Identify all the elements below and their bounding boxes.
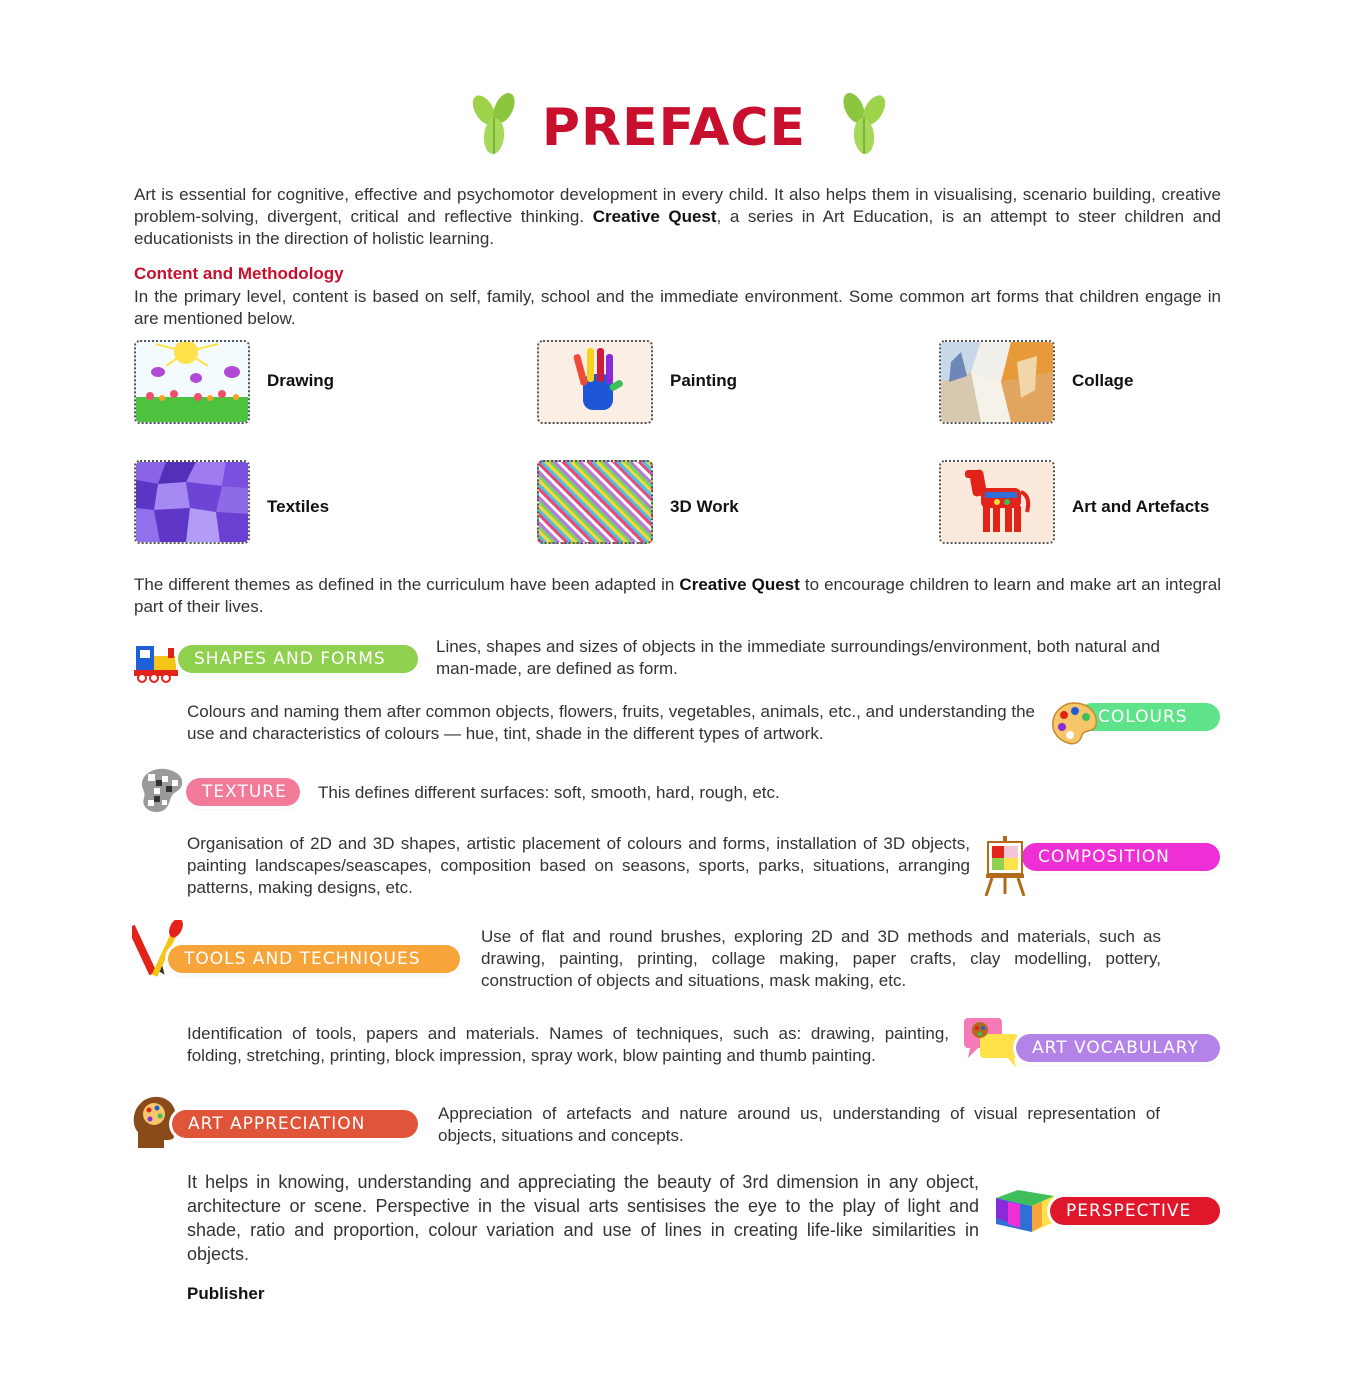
theme-pill-colours: COLOURS <box>1078 703 1220 731</box>
3d-work-image <box>537 460 653 544</box>
art-form-label-painting: Painting <box>670 371 738 390</box>
art-form-label-3d-work: 3D Work <box>670 497 739 516</box>
theme-desc-composition: Organisation of 2D and 3D shapes, artistic placement of colours and forms, installation of 3D objects, painting landscapes/seascapes, composition based on seasons, sports, parks, situations, arranging patterns, making designs, etc. <box>187 834 970 897</box>
themes-intro-text-end: to encourage children to learn and make art an integral part of their lives. <box>134 575 1221 616</box>
textiles-image <box>134 460 250 544</box>
intro-text-end: , a series in Art Education, is an attempt to steer children and educationists in the direction of holistic learning. <box>134 207 1221 248</box>
theme-desc-art-vocabulary: Identification of tools, papers and materials. Names of techniques, such as: drawing, painting, folding, stretching, printing, block impression, spray work, blow painting and thumb painting. <box>187 1024 949 1065</box>
theme-pill-tools-and-techniques: TOOLS AND TECHNIQUES <box>168 945 460 973</box>
art-form-label-drawing: Drawing <box>267 371 335 390</box>
theme-desc-tools-and-techniques: Use of flat and round brushes, exploring 2D and 3D methods and materials, such as drawing, painting, printing, collage making, paper crafts, clay modelling, pottery, construction of objects and situations, mask making, etc. <box>481 927 1161 990</box>
intro-text: Art is essential for cognitive, effective and psychomotor development in every child. It also helps them in visualising, scenario building, creative problem-solving, divergent, critical and reflective thinking. <box>134 185 1221 226</box>
theme-desc-colours: Colours and naming them after common objects, flowers, fruits, vegetables, animals, etc., and understanding the use and characteristics of colours — hue, tint, shade in the different types of artwork. <box>187 702 1035 743</box>
easel-icon <box>982 836 1028 896</box>
theme-pill-composition: COMPOSITION <box>1022 843 1220 871</box>
cube-icon <box>994 1188 1056 1234</box>
content-paragraph: In the primary level, content is based on self, family, school and the immediate environment. Some common art forms that children engage in are mentioned below. <box>134 287 1221 328</box>
drawing-image <box>134 340 250 424</box>
art-form-label-collage: Collage <box>1072 371 1134 390</box>
brand-name: Creative Quest <box>592 207 717 226</box>
page-title: PREFACE <box>541 98 807 158</box>
themes-intro-paragraph <box>134 574 1221 618</box>
art-form-label-artefacts: Art and Artefacts <box>1072 497 1210 516</box>
theme-desc-shapes-and-forms: Lines, shapes and sizes of objects in the immediate surroundings/environment, both natural and man-made, are defined as form. <box>436 637 1160 678</box>
themes-intro-text: The different themes as defined in the curriculum have been adapted in <box>134 575 680 594</box>
theme-pill-art-appreciation: ART APPRECIATION <box>172 1110 418 1138</box>
theme-pill-shapes-and-forms: SHAPES AND FORMS <box>178 645 418 673</box>
leaf-right-icon <box>838 88 890 156</box>
painting-image <box>537 340 653 424</box>
theme-pill-texture: TEXTURE <box>186 778 300 806</box>
theme-pill-perspective: PERSPECTIVE <box>1050 1197 1220 1225</box>
speech-bubble-icon <box>962 1016 1020 1072</box>
publisher-signature: Publisher <box>187 1284 265 1303</box>
theme-desc-art-appreciation: Appreciation of artefacts and nature around us, understanding of visual representation of objects, situations and concepts. <box>438 1104 1160 1145</box>
palette-icon <box>1048 697 1100 749</box>
intro-paragraph <box>134 184 1221 250</box>
artefacts-image <box>939 460 1055 544</box>
theme-pill-art-vocabulary: ART VOCABULARY <box>1016 1034 1220 1062</box>
art-form-label-textiles: Textiles <box>267 497 330 516</box>
brand-name-2: Creative Quest <box>679 575 800 594</box>
collage-image <box>939 340 1055 424</box>
content-heading: Content and Methodology <box>134 264 344 283</box>
texture-icon <box>136 764 188 816</box>
theme-desc-perspective: It helps in knowing, understanding and appreciating the beauty of 3rd dimension in any object, architecture or scene. Perspective in the visual arts sentisises the eye to the play of light and shade, ratio and proportion, colour variation and use of lines in creating life-like similarities in objects. <box>187 1172 979 1264</box>
theme-desc-texture: This defines different surfaces: soft, smooth, hard, rough, etc. <box>318 783 780 802</box>
